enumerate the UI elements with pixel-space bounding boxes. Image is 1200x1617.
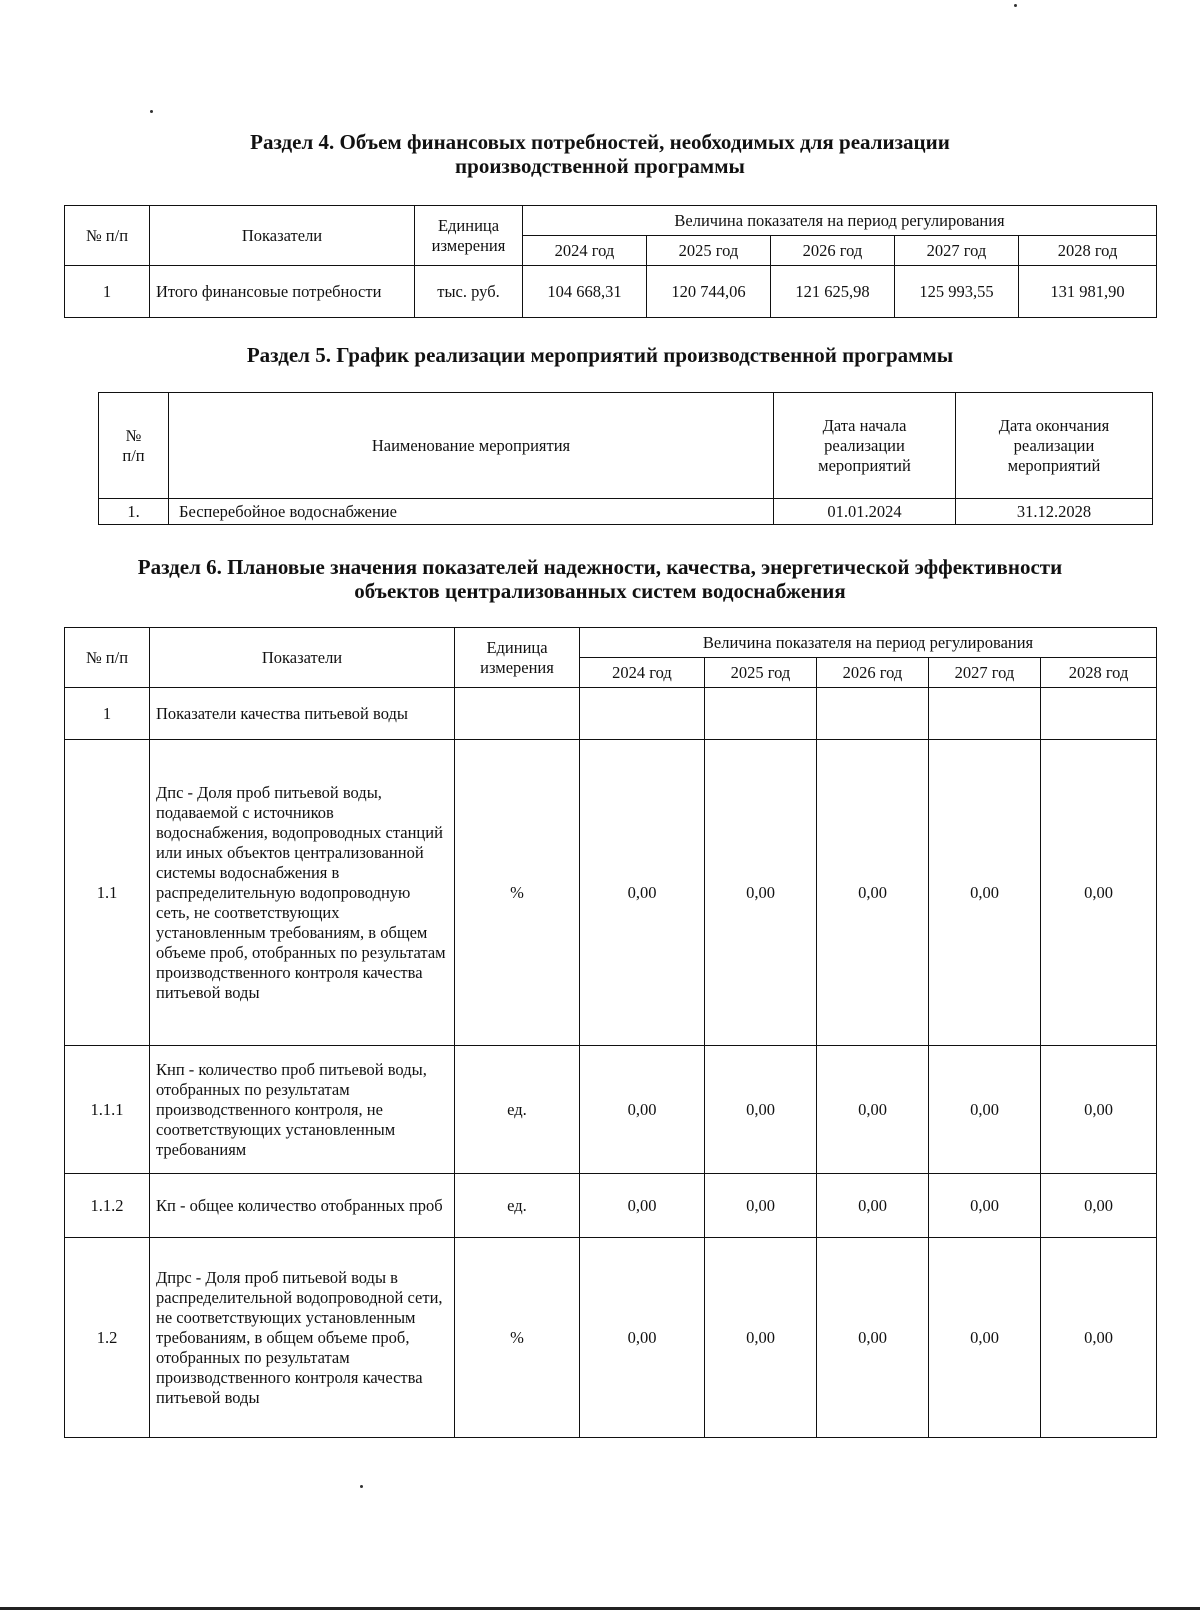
s5-header-name: Наименование мероприятия: [169, 393, 774, 499]
s6-header-year: 2024 год: [580, 658, 705, 688]
scan-speck: [1014, 4, 1017, 7]
s5-row-end: 31.12.2028: [956, 499, 1153, 525]
s6-row-name: Показатели качества питьевой воды: [150, 688, 455, 740]
table-row: [65, 1174, 1157, 1238]
section5-table: [98, 392, 1153, 525]
s6-row-num: 1: [65, 688, 150, 740]
s6-row-num: 1.1.1: [65, 1046, 150, 1174]
s4-row-value: 131 981,90: [1019, 266, 1157, 318]
s4-row-value: 125 993,55: [895, 266, 1019, 318]
s6-row-value: 0,00: [929, 740, 1041, 1046]
scan-speck: [360, 1485, 363, 1488]
s6-row-value: 0,00: [1041, 1238, 1157, 1438]
s4-header-indicators: Показатели: [150, 206, 415, 266]
s4-row-num: 1: [65, 266, 150, 318]
table-row: [65, 740, 1157, 1046]
s6-row-value: 0,00: [580, 1046, 705, 1174]
s4-header-year: 2025 год: [647, 236, 771, 266]
s6-header-year: 2028 год: [1041, 658, 1157, 688]
s6-row-value: 0,00: [929, 1174, 1041, 1238]
s6-row-value: 0,00: [929, 1238, 1041, 1438]
s4-row-value: 121 625,98: [771, 266, 895, 318]
table-row: [65, 1238, 1157, 1438]
s6-row-value: 0,00: [929, 1046, 1041, 1174]
section6-title-line2: объектов централизованных систем водоснабжения: [354, 579, 846, 603]
section4-title-line2: производственной программы: [455, 154, 745, 178]
s6-header-year: 2026 год: [817, 658, 929, 688]
s5-row-start: 01.01.2024: [774, 499, 956, 525]
table-row: [99, 499, 1153, 525]
s6-row-unit: %: [455, 740, 580, 1046]
s6-row-value: 0,00: [580, 1174, 705, 1238]
s6-header-period: Величина показателя на период регулирования: [580, 628, 1157, 658]
s6-row-unit: [455, 688, 580, 740]
table-row: [65, 688, 1157, 740]
s6-row-value: 0,00: [705, 1174, 817, 1238]
section6-title: [0, 555, 1200, 603]
s4-header-year: 2028 год: [1019, 236, 1157, 266]
s6-row-value: 0,00: [817, 1238, 929, 1438]
s6-row-num: 1.2: [65, 1238, 150, 1438]
s6-row-value: 0,00: [705, 1046, 817, 1174]
s6-row-value: 0,00: [817, 1046, 929, 1174]
s5-header-num: № п/п: [99, 393, 169, 499]
s5-header-end: Дата окончания реализации мероприятий: [956, 393, 1153, 499]
s6-row-value: 0,00: [580, 740, 705, 1046]
s5-header-start: Дата начала реализации мероприятий: [774, 393, 956, 499]
s6-row-name: Кнп - количество проб питьевой воды, отобранных по результатам производственного контроля, не соответствующих установленным требованиям: [150, 1046, 455, 1174]
s4-row-value: 104 668,31: [523, 266, 647, 318]
s6-row-value: 0,00: [705, 1238, 817, 1438]
s6-row-value: 0,00: [1041, 740, 1157, 1046]
s4-row-value: 120 744,06: [647, 266, 771, 318]
s6-header-num: № п/п: [65, 628, 150, 688]
s4-header-year: 2024 год: [523, 236, 647, 266]
s6-row-value: 0,00: [705, 740, 817, 1046]
s6-row-name: Дпрс - Доля проб питьевой воды в распределительной водопроводной сети, не соответствующих установленным требованиям, в общем объеме проб, отобранных по результатам производственного контроля качества питьевой воды: [150, 1238, 455, 1438]
section4-title-line1: Раздел 4. Объем финансовых потребностей, необходимых для реализации: [250, 130, 950, 154]
table-row: [65, 1046, 1157, 1174]
scan-speck: [150, 110, 153, 113]
s6-header-indicators: Показатели: [150, 628, 455, 688]
s5-row-num: 1.: [99, 499, 169, 525]
s4-header-year: 2027 год: [895, 236, 1019, 266]
s6-row-num: 1.1.2: [65, 1174, 150, 1238]
section5-title: Раздел 5. График реализации мероприятий производственной программы: [246, 343, 954, 367]
s6-row-unit: ед.: [455, 1174, 580, 1238]
section6-title-line1: Раздел 6. Плановые значения показателей надежности, качества, энергетической эффективности: [137, 555, 1063, 579]
s4-header-unit: Единица измерения: [415, 206, 523, 266]
s6-row-num: 1.1: [65, 740, 150, 1046]
section4-table: [64, 205, 1157, 318]
s6-row-value: 0,00: [1041, 1046, 1157, 1174]
scan-bottom-edge: [0, 1607, 1200, 1610]
s6-row-value: 0,00: [817, 1174, 929, 1238]
s6-row-value: 0,00: [817, 740, 929, 1046]
s6-row-value: 0,00: [580, 1238, 705, 1438]
s6-row-unit: ед.: [455, 1046, 580, 1174]
s6-row-value: [1041, 688, 1157, 740]
s4-header-year: 2026 год: [771, 236, 895, 266]
s6-row-value: 0,00: [1041, 1174, 1157, 1238]
section6-table: [64, 627, 1157, 1438]
s4-header-period: Величина показателя на период регулирования: [523, 206, 1157, 236]
s6-row-value: [929, 688, 1041, 740]
s6-header-year: 2025 год: [705, 658, 817, 688]
s6-row-name: Кп - общее количество отобранных проб: [150, 1174, 455, 1238]
s6-row-value: [705, 688, 817, 740]
s6-row-name: Дпс - Доля проб питьевой воды, подаваемой с источников водоснабжения, водопроводных станций или иных объектов централизованной системы водоснабжения в распределительную водопроводную сеть, не соответствующих установленным требованиям, в общем объеме проб, отобранных по результатам производственного контроля качества питьевой воды: [150, 740, 455, 1046]
s6-header-unit: Единица измерения: [455, 628, 580, 688]
s5-row-name: Бесперебойное водоснабжение: [169, 499, 774, 525]
s6-header-year: 2027 год: [929, 658, 1041, 688]
section4-title: [0, 130, 1200, 178]
s4-row-unit: тыс. руб.: [415, 266, 523, 318]
s6-row-value: [817, 688, 929, 740]
s4-row-name: Итого финансовые потребности: [150, 266, 415, 318]
s6-row-unit: %: [455, 1238, 580, 1438]
s4-header-num: № п/п: [65, 206, 150, 266]
table-row: [65, 266, 1157, 318]
s6-row-value: [580, 688, 705, 740]
